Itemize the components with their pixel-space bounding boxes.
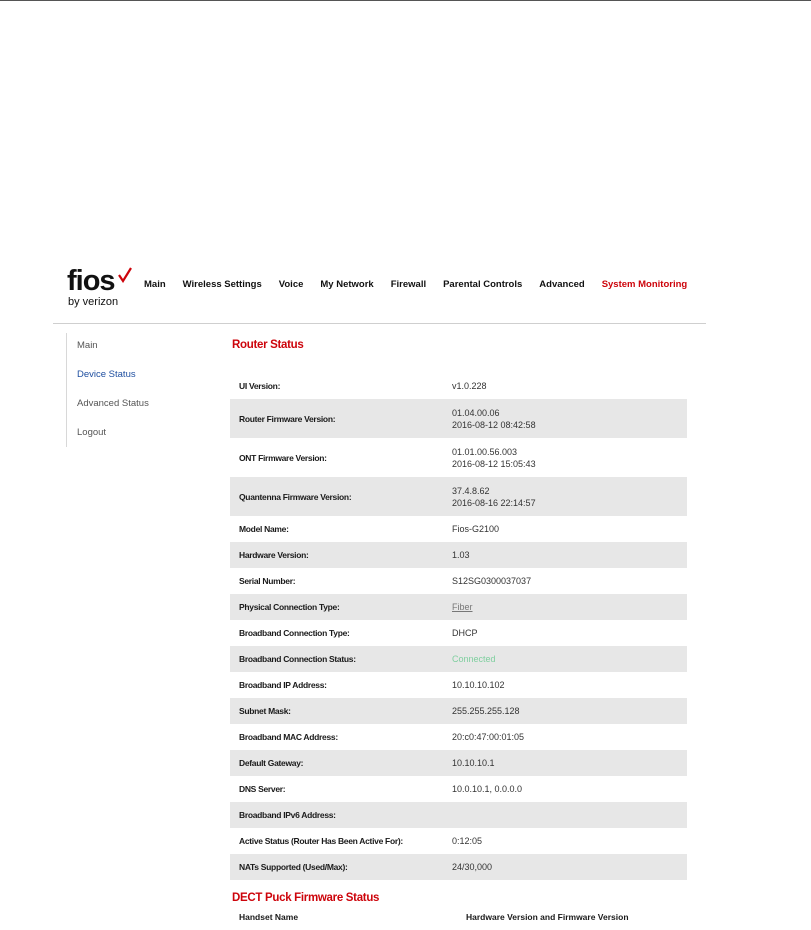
row-value: 0:12:05 bbox=[452, 836, 483, 846]
table-row bbox=[230, 373, 687, 399]
fios-logo[interactable] bbox=[67, 266, 137, 310]
row-label: Hardware Version: bbox=[239, 550, 309, 560]
table-row bbox=[230, 438, 687, 477]
router-status-table bbox=[230, 373, 687, 880]
row-value: 10.10.10.1 bbox=[452, 758, 495, 768]
nav-firewall[interactable]: Firewall bbox=[390, 279, 427, 290]
row-label: Active Status (Router Has Been Active For): bbox=[239, 836, 403, 846]
row-value: 20:c0:47:00:01:05 bbox=[452, 732, 525, 742]
row-label: Serial Number: bbox=[239, 576, 296, 586]
top-border bbox=[0, 0, 811, 1]
sidebar-item-main[interactable]: Main bbox=[77, 340, 98, 351]
nav-main[interactable]: Main bbox=[144, 279, 166, 290]
row-label: Physical Connection Type: bbox=[239, 602, 340, 612]
row-value: 37.4.8.62 2016-08-16 22:14:57 bbox=[452, 485, 536, 508]
connection-status-value: Connected bbox=[452, 654, 496, 664]
row-value: 10.10.10.102 bbox=[452, 680, 505, 690]
row-value: v1.0.228 bbox=[452, 381, 487, 391]
row-label: Router Firmware Version: bbox=[239, 413, 336, 424]
dect-status-title: DECT Puck Firmware Status bbox=[232, 892, 380, 904]
logo-tagline: by verizon bbox=[68, 296, 119, 308]
row-label: Broadband MAC Address: bbox=[239, 732, 338, 742]
sidebar-item-device-status[interactable]: Device Status bbox=[77, 369, 136, 380]
table-row bbox=[230, 750, 687, 776]
table-row bbox=[230, 568, 687, 594]
row-label: ONT Firmware Version: bbox=[239, 452, 327, 463]
row-label: NATs Supported (Used/Max): bbox=[239, 862, 348, 872]
sidebar-item-logout[interactable]: Logout bbox=[77, 427, 107, 438]
row-value: Fios-G2100 bbox=[452, 524, 500, 534]
row-label: Model Name: bbox=[239, 524, 289, 534]
row-label: Broadband Connection Status: bbox=[239, 654, 356, 664]
version-header: Hardware Version and Firmware Version bbox=[466, 912, 629, 922]
row-value: 24/30,000 bbox=[452, 862, 493, 872]
check-icon bbox=[118, 267, 132, 283]
nav-wireless-settings[interactable]: Wireless Settings bbox=[182, 279, 262, 290]
table-row bbox=[230, 542, 687, 568]
row-label: UI Version: bbox=[239, 381, 281, 391]
row-label: Quantenna Firmware Version: bbox=[239, 491, 352, 502]
nav-my-network[interactable]: My Network bbox=[320, 279, 374, 290]
row-value: 255.255.255.128 bbox=[452, 706, 520, 716]
row-value: S12SG0300037037 bbox=[452, 576, 532, 586]
nav-parental-controls[interactable]: Parental Controls bbox=[443, 279, 523, 290]
row-label: Default Gateway: bbox=[239, 758, 304, 768]
table-row bbox=[230, 828, 687, 854]
table-row bbox=[230, 698, 687, 724]
nav-advanced[interactable]: Advanced bbox=[539, 279, 585, 290]
row-value: DHCP bbox=[452, 628, 478, 638]
sidebar-item-advanced-status[interactable]: Advanced Status bbox=[77, 398, 149, 409]
row-label: Broadband IP Address: bbox=[239, 680, 327, 690]
nav-system-monitoring[interactable]: System Monitoring bbox=[601, 279, 688, 290]
top-nav bbox=[144, 279, 704, 290]
sidebar bbox=[66, 333, 197, 447]
router-status-title: Router Status bbox=[232, 339, 304, 351]
fiber-link[interactable]: Fiber bbox=[452, 602, 473, 612]
table-row bbox=[230, 776, 687, 802]
row-value: 10.0.10.1, 0.0.0.0 bbox=[452, 784, 523, 794]
row-label: Broadband Connection Type: bbox=[239, 628, 350, 638]
row-label: DNS Server: bbox=[239, 784, 286, 794]
table-row bbox=[230, 854, 687, 880]
row-label: Subnet Mask: bbox=[239, 706, 291, 716]
table-row bbox=[230, 802, 687, 828]
table-row bbox=[230, 399, 687, 438]
nav-voice[interactable]: Voice bbox=[278, 279, 304, 290]
table-row bbox=[230, 620, 687, 646]
row-value: 1.03 bbox=[452, 550, 470, 560]
row-value: 01.04.00.06 2016-08-12 08:42:58 bbox=[452, 407, 536, 430]
table-row bbox=[230, 477, 687, 516]
row-label: Broadband IPv6 Address: bbox=[239, 810, 336, 820]
table-row bbox=[230, 516, 687, 542]
handset-name-header: Handset Name bbox=[239, 912, 299, 922]
table-row bbox=[230, 724, 687, 750]
logo-wordmark: fios bbox=[67, 265, 115, 297]
table-row bbox=[230, 646, 687, 672]
row-value: 01.01.00.56.003 2016-08-12 15:05:43 bbox=[452, 446, 536, 469]
table-row bbox=[230, 672, 687, 698]
nav-divider bbox=[53, 323, 706, 324]
table-row bbox=[230, 594, 687, 620]
